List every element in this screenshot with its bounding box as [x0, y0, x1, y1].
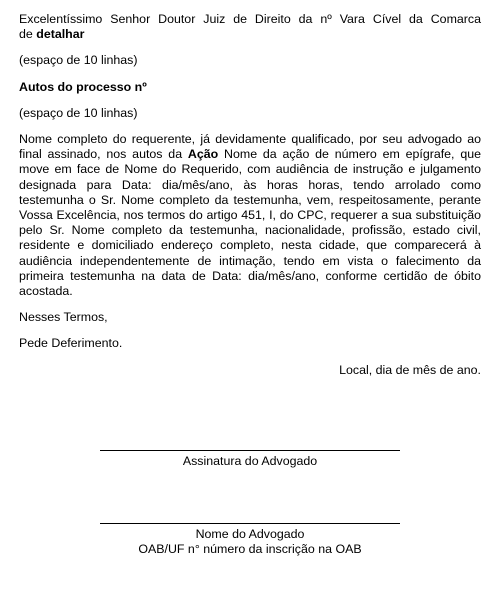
addressee-comarca: detalhar [36, 27, 85, 42]
addressee-prefix: de [19, 27, 33, 42]
addressee-line-2 [19, 27, 481, 42]
body-part-2: Nome da ação de número em epígrafe, que move em face de Nome do Requerido, com audiência de instrução e julgamento designada para Data: dia/mês/ano, às horas horas, tendo arrolado como testemunha o Sr. Nome completo da testemunha, vem, respeitosamente, perante Vossa Excelência, nos termos do artigo 451, I, do CPC, requerer a sua substituição pelo Sr. Nome completo da testemunha, nacionalidade, profissão, estado civil, residente e domiciliado endereço completo, nesta cidade, que comparecerá à audiência independentemente de intimação, tendo em vista o falecimento da primeira testemunha na data de Data: dia/mês/ano, conforme certidão de óbito acostada. [19, 147, 481, 299]
lawyer-name: Nome do Advogado [195, 527, 305, 541]
body-acao: Ação [187, 147, 219, 162]
addressee-line-1: Excelentíssimo Senhor Doutor Juiz de Direito da nº Vara Cível da Comarca [19, 12, 481, 26]
closing-deferimento: Pede Deferimento. [19, 336, 123, 351]
closing-termos: Nesses Termos, [19, 310, 108, 325]
signature-line-2 [100, 523, 400, 524]
petition-body [19, 132, 481, 299]
petition-document [19, 12, 481, 378]
spacing-note-1: (espaço de 10 linhas) [19, 53, 138, 68]
process-title: Autos do processo nº [19, 79, 147, 94]
place-date: Local, dia de mês de ano. [339, 362, 481, 377]
signature-label: Assinatura do Advogado [182, 454, 318, 468]
signature-block-2 [100, 523, 400, 557]
signature-block-1 [100, 450, 400, 469]
lawyer-oab: OAB/UF n° número da inscrição na OAB [138, 542, 362, 557]
body-part-1: Nome completo do requerente, já devidamente qualificado, por seu advogado ao final assinado, nos autos da [19, 132, 481, 162]
signature-line-1 [100, 450, 400, 451]
spacing-note-2: (espaço de 10 linhas) [19, 105, 138, 120]
